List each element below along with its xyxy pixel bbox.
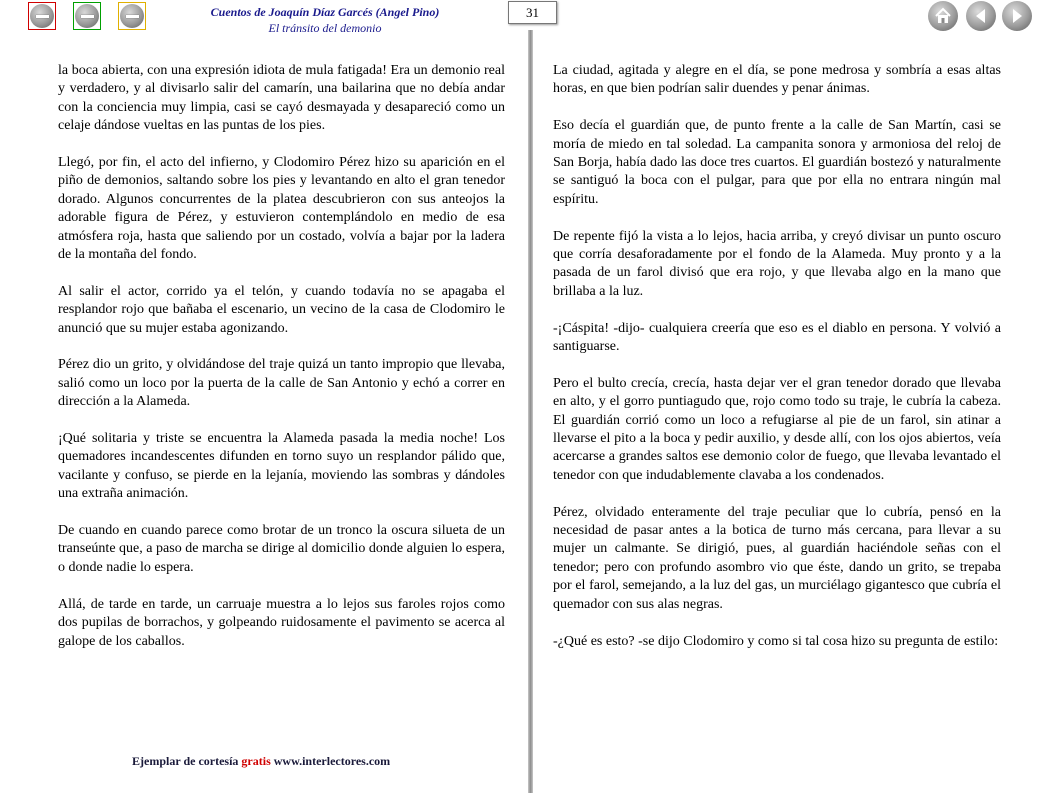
minimize-button-yellow[interactable]	[118, 2, 146, 30]
paragraph: la boca abierta, con una expresión idiota de mula fatigada! Era un demonio real y verdadero, y al divisarlo salir del camarín, una bailarina que no debía andar con la conciencia muy limpia, casi se cayó desmayada y desapareció como un celaje dándose vueltas en las puntas de los pies.	[58, 63, 505, 134]
previous-page-button[interactable]	[966, 1, 996, 31]
next-page-button[interactable]	[1002, 1, 1032, 31]
paragraph: Pero el bulto crecía, crecía, hasta dejar ver el gran tenedor dorado que llevaba en alto, y el gorro puntiagudo que, rojo como todo su traje, le cubría la cabeza. El guardián corrió como un loco a refugiarse al pie de un farol, sin atinar a llevarse el pito a la boca y pedir auxilio, y desde allí, con los ojos abiertos, veía acercarse a grandes saltos ese demonio color de fuego, que llevaba levantado el tenedor con que indudablemente clavaba a los condenados.	[553, 375, 1001, 483]
chapter-title: El tránsito del demonio	[268, 21, 382, 35]
home-button[interactable]	[928, 1, 958, 31]
paragraph: De cuando en cuando parece como brotar de un tronco la oscura silueta de un transeúnte que, a paso de marcha se dirige al domicilio donde alguien lo espera, o donde nadie lo espera.	[58, 523, 505, 575]
paragraph: Llegó, por fin, el acto del infierno, y Clodomiro Pérez hizo su aparición en el piño de demonios, saltando sobre los pies y levantando en alto el gran tenedor dorado. Algunos concurrentes de la platea descubrieron con sus anteojos la adorable figura de Pérez, y estuvieron contemplándolo en medio de esa atmósfera roja, hasta que saliendo por un costado, volvía a bajar por la ladera de la montaña del fondo.	[58, 155, 505, 263]
footer-gratis: gratis	[241, 754, 271, 768]
book-title: Cuentos de Joaquín Díaz Garcés (Angel Pino)	[210, 5, 440, 19]
paragraph: Al salir el actor, corrido ya el telón, y cuando todavía no se apagaba el resplandor rojo que bañaba el escenario, un vecino de la casa de Clodomiro le anunció que su mujer estaba agonizando.	[58, 283, 505, 336]
arrow-left-icon	[973, 7, 989, 25]
left-text-column	[58, 62, 505, 669]
footer-text: Ejemplar de cortesía	[132, 754, 239, 768]
right-text-column	[553, 62, 1001, 669]
paragraph: La ciudad, agitada y alegre en el día, se pone medrosa y sombría a esas altas horas, en que bien podrían salir duendes y penar ánimas.	[553, 63, 1001, 97]
arrow-right-icon	[1009, 7, 1025, 25]
minimize-button-green[interactable]	[73, 2, 101, 30]
paragraph: -¿Qué es esto? -se dijo Clodomiro y como si tal cosa hizo su pregunta de estilo:	[553, 633, 999, 649]
paragraph: De repente fijó la vista a lo lejos, hacia arriba, y creyó divisar un punto oscuro que corría desaforadamente por el fondo de la Alameda. Muy pronto y a la pasada de un farol divisó que era rojo, y que llevaba algo en la mano que brillaba a la luz.	[553, 228, 1001, 299]
minimize-button-red[interactable]	[28, 2, 56, 30]
paragraph: Pérez dio un grito, y olvidándose del traje quizá un tanto impropio que llevaba, salió como un loco por la puerta de la calle de San Antonio y echó a correr en dirección a la Alameda.	[58, 357, 505, 410]
footer-link[interactable]: www.interlectores.com	[273, 754, 391, 768]
minimize-icon	[120, 4, 144, 28]
home-icon	[934, 7, 952, 25]
paragraph: Allá, de tarde en tarde, un carruaje muestra a lo lejos sus faroles rojos como dos pupilas de borrachos, y golpeando ruidosamente el pavimento se acerca al galope de los caballos.	[58, 596, 505, 649]
minimize-icon	[75, 4, 99, 28]
paragraph: -¡Cáspita! -dijo- cualquiera creería que eso es el diablo en persona. Y volvió a santiguarse.	[553, 320, 1001, 355]
minimize-icon	[30, 4, 54, 28]
paragraph: Pérez, olvidado enteramente del traje peculiar que lo cubría, pensó en la necesidad de pasar antes a la botica de turno más cercana, para llevar a su mujer un calmante. Se dirigió, pues, al guardián haciéndole señas con el tenedor; pero con profundo asombro vio que éste, dando un grito, se trepaba por el farol, semejando, a la luz del gas, un murciélago gigantesco que cubría el quemador con sus alas negras.	[553, 504, 1001, 612]
footer	[132, 754, 390, 769]
paragraph: ¡Qué solitaria y triste se encuentra la Alameda pasada la media noche! Los quemadores incandescentes difunden en torno suyo un resplandor pálido que, vacilante y confuso, se pierde en la lejanía, moviendo las sombras y dándoles una extraña animación.	[58, 431, 505, 502]
paragraph: Eso decía el guardián que, de punto frente a la calle de San Martín, casi se moría de miedo en tal soledad. La campanita sonora y armoniosa del reloj de San Borja, había dado las doce tres cuartos. El guardián bostezó y naturalmente se santiguó la boca con el pulgar, para que por ella no entrara ningún mal espíritu.	[553, 118, 1001, 207]
page-number: 31	[508, 1, 557, 24]
page-divider	[528, 30, 533, 793]
